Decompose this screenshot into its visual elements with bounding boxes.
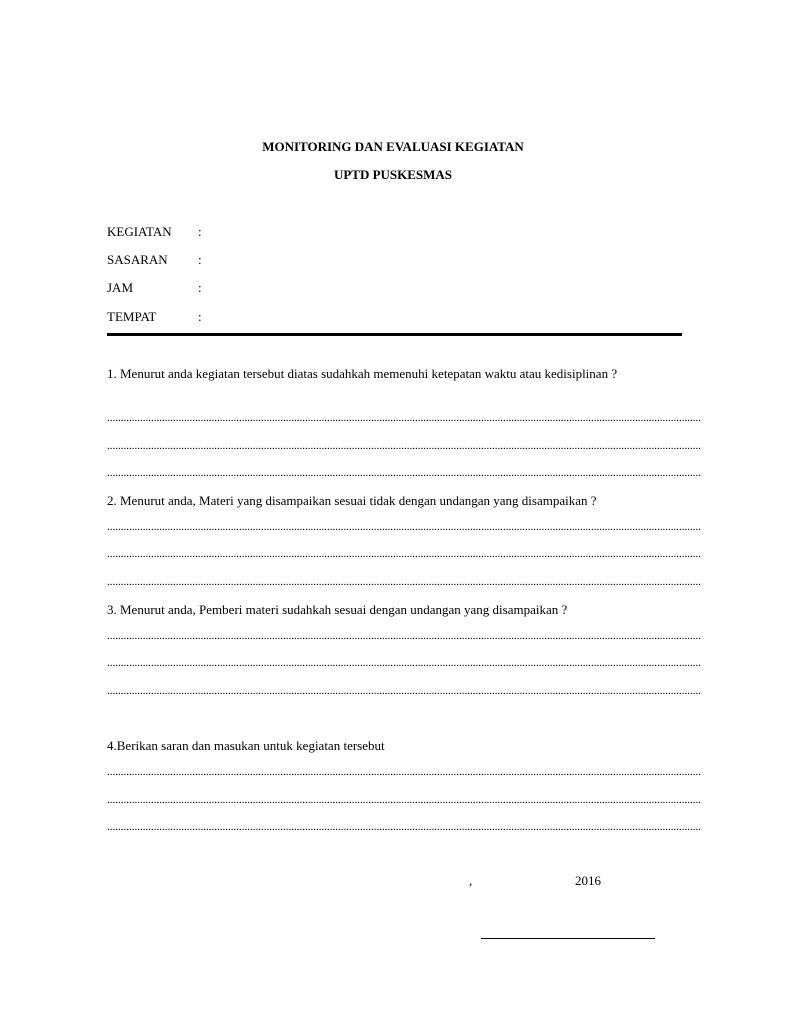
answer-line[interactable]: ........................................................................................................................................................................................................................ xyxy=(107,630,701,642)
answer-line[interactable]: ........................................................................................................................................................................................................................ xyxy=(107,685,701,697)
answer-line[interactable]: ........................................................................................................................................................................................................................ xyxy=(107,821,701,833)
answer-line[interactable]: ........................................................................................................................................................................................................................ xyxy=(107,794,701,806)
answer-line[interactable]: ........................................................................................................................................................................................................................ xyxy=(107,412,701,424)
field-label: SASARAN xyxy=(107,252,168,267)
signature-line[interactable] xyxy=(481,938,655,939)
answer-line[interactable]: ........................................................................................................................................................................................................................ xyxy=(107,766,701,778)
answer-line[interactable]: ........................................................................................................................................................................................................................ xyxy=(107,521,701,533)
field-label: KEGIATAN xyxy=(107,224,172,239)
field-colon: : xyxy=(198,280,202,295)
document-title: MONITORING DAN EVALUASI KEGIATAN xyxy=(262,139,524,154)
document-subtitle: UPTD PUSKESMAS xyxy=(333,167,453,182)
header-divider xyxy=(107,333,682,336)
question-2: 2. Menurut anda, Materi yang disampaikan sesuai tidak dengan undangan yang disampaikan ? xyxy=(107,493,597,508)
field-label: JAM xyxy=(107,280,134,295)
question-3: 3. Menurut anda, Pemberi materi sudahkah sesuai dengan undangan yang disampaikan ? xyxy=(107,602,568,617)
answer-line[interactable]: ........................................................................................................................................................................................................................ xyxy=(107,576,701,588)
question-4: 4.Berikan saran dan masukan untuk kegiatan tersebut xyxy=(107,738,385,753)
answer-line[interactable]: ........................................................................................................................................................................................................................ xyxy=(107,548,701,560)
answer-line[interactable]: ........................................................................................................................................................................................................................ xyxy=(107,657,701,669)
field-colon: : xyxy=(198,309,202,324)
field-label: TEMPAT xyxy=(107,309,157,324)
answer-line[interactable]: ........................................................................................................................................................................................................................ xyxy=(107,440,701,452)
date-year: 2016 xyxy=(575,873,601,888)
field-colon: : xyxy=(198,252,202,267)
date-comma: , xyxy=(469,873,473,888)
field-colon: : xyxy=(198,224,202,239)
question-1: 1. Menurut anda kegiatan tersebut diatas sudahkah memenuhi ketepatan waktu atau kedisiplinan ? xyxy=(107,366,618,381)
answer-line[interactable]: ........................................................................................................................................................................................................................ xyxy=(107,467,701,479)
